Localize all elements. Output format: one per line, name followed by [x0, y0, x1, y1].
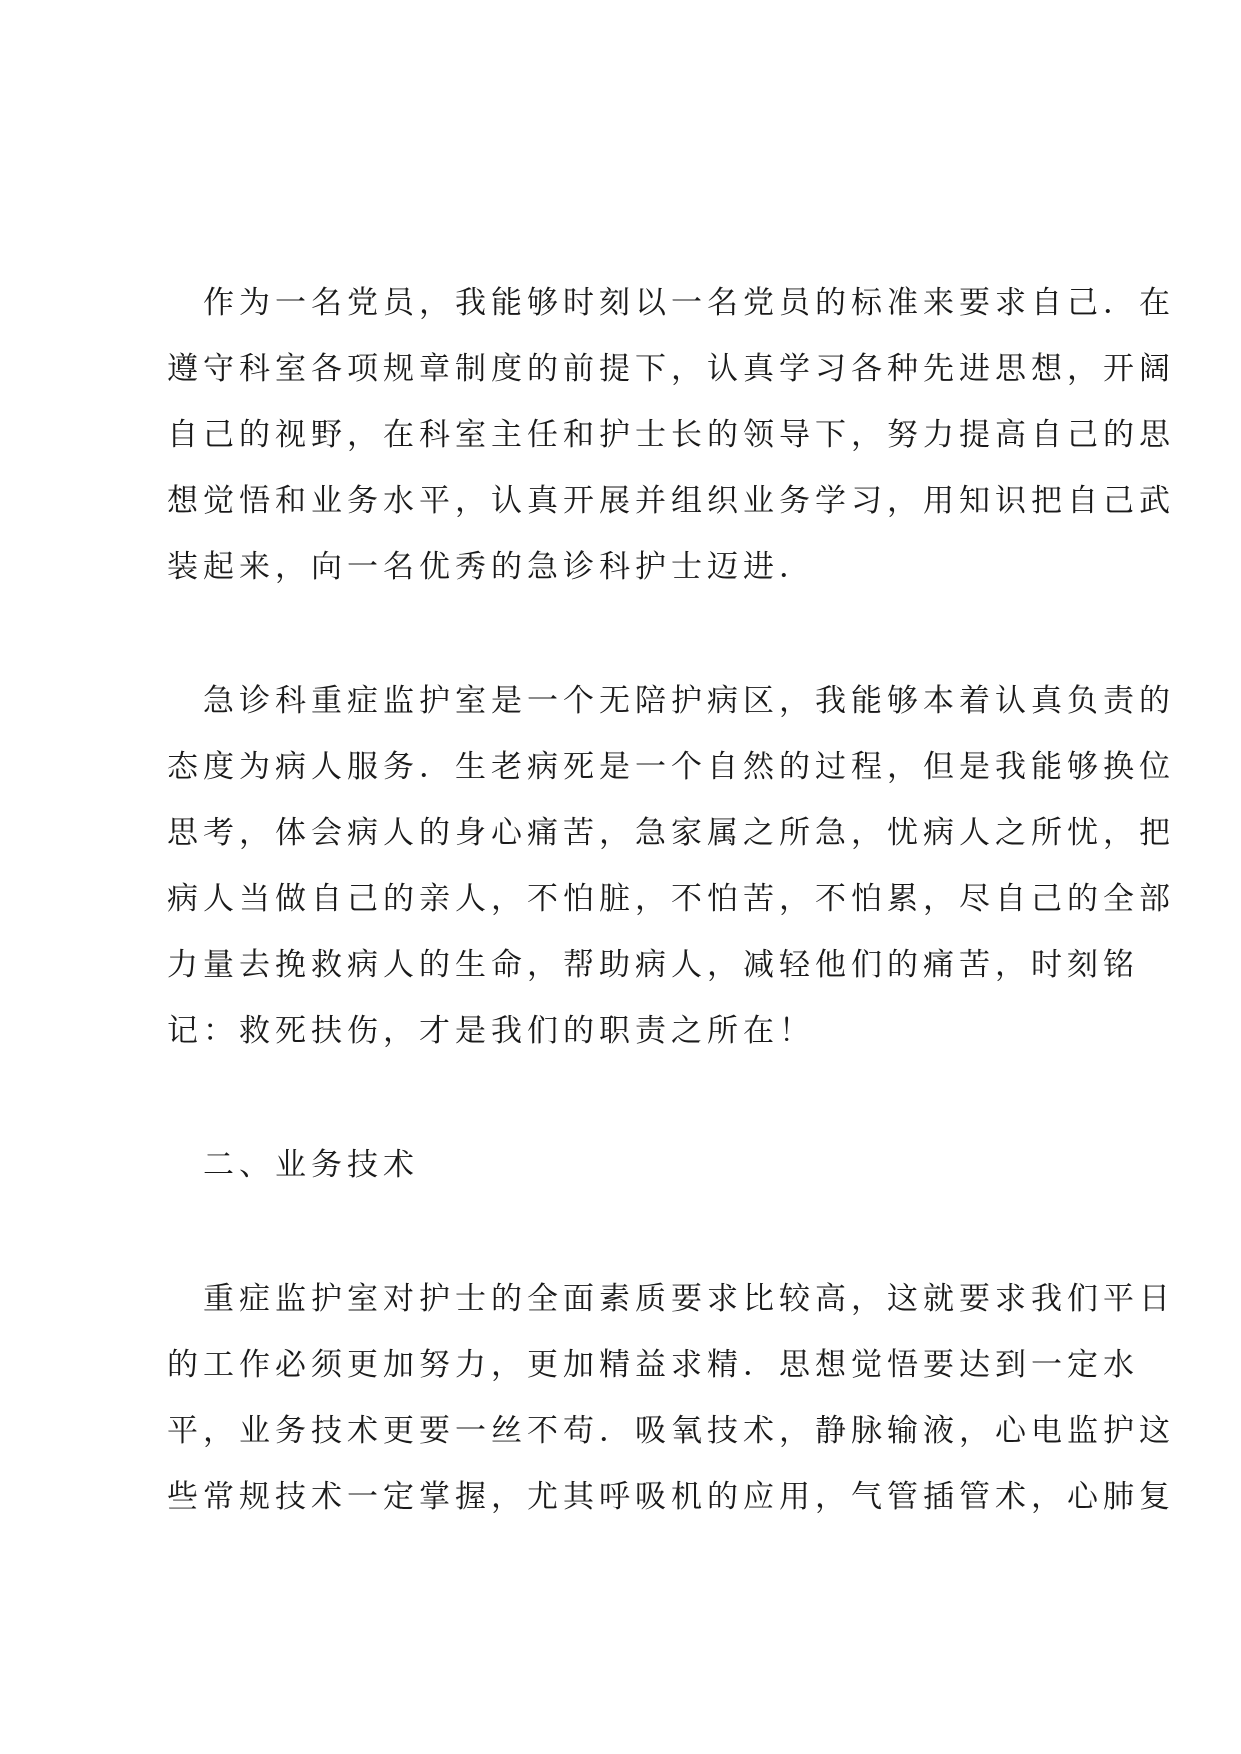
text-line: 急诊科重症监护室是一个无陪护病区，我能够本着认真负责的 — [167, 683, 1175, 719]
text-line: 遵守科室各项规章制度的前提下，认真学习各种先进思想，开阔 — [167, 351, 1175, 387]
paragraph-skills — [167, 1281, 1175, 1545]
paragraph-spacer — [167, 1213, 1087, 1281]
section-heading — [167, 1147, 1087, 1213]
text-line: 装起来，向一名优秀的急诊科护士迈进． — [167, 549, 815, 585]
text-line: 想觉悟和业务水平，认真开展并组织业务学习，用知识把自己武 — [167, 483, 1175, 519]
text-line: 记：救死扶伤，才是我们的职责之所在！ — [167, 1013, 815, 1049]
text-line: 作为一名党员，我能够时刻以一名党员的标准来要求自己．在 — [167, 285, 1175, 321]
section-heading-text: 二、业务技术 — [167, 1147, 419, 1183]
text-line: 自己的视野，在科室主任和护士长的领导下，努力提高自己的思 — [167, 417, 1175, 453]
text-line: 态度为病人服务．生老病死是一个自然的过程，但是我能够换位 — [167, 749, 1175, 785]
paragraph-spacer — [167, 1079, 1087, 1147]
text-line: 重症监护室对护士的全面素质要求比较高，这就要求我们平日 — [167, 1281, 1175, 1317]
text-line: 思考，体会病人的身心痛苦，急家属之所急，忧病人之所忧，把 — [167, 815, 1175, 851]
text-line: 力量去挽救病人的生命，帮助病人，减轻他们的痛苦，时刻铭 — [167, 947, 1139, 983]
paragraph-icu-service — [167, 683, 1175, 1079]
paragraph-party-member — [167, 285, 1175, 615]
document-body — [167, 285, 1175, 1545]
text-line: 病人当做自己的亲人，不怕脏，不怕苦，不怕累，尽自己的全部 — [167, 881, 1175, 917]
paragraph-spacer — [167, 615, 1087, 683]
text-line: 的工作必须更加努力，更加精益求精．思想觉悟要达到一定水 — [167, 1347, 1139, 1383]
text-line: 些常规技术一定掌握，尤其呼吸机的应用，气管插管术，心肺复 — [167, 1479, 1175, 1515]
text-line: 平，业务技术更要一丝不苟．吸氧技术，静脉输液，心电监护这 — [167, 1413, 1175, 1449]
